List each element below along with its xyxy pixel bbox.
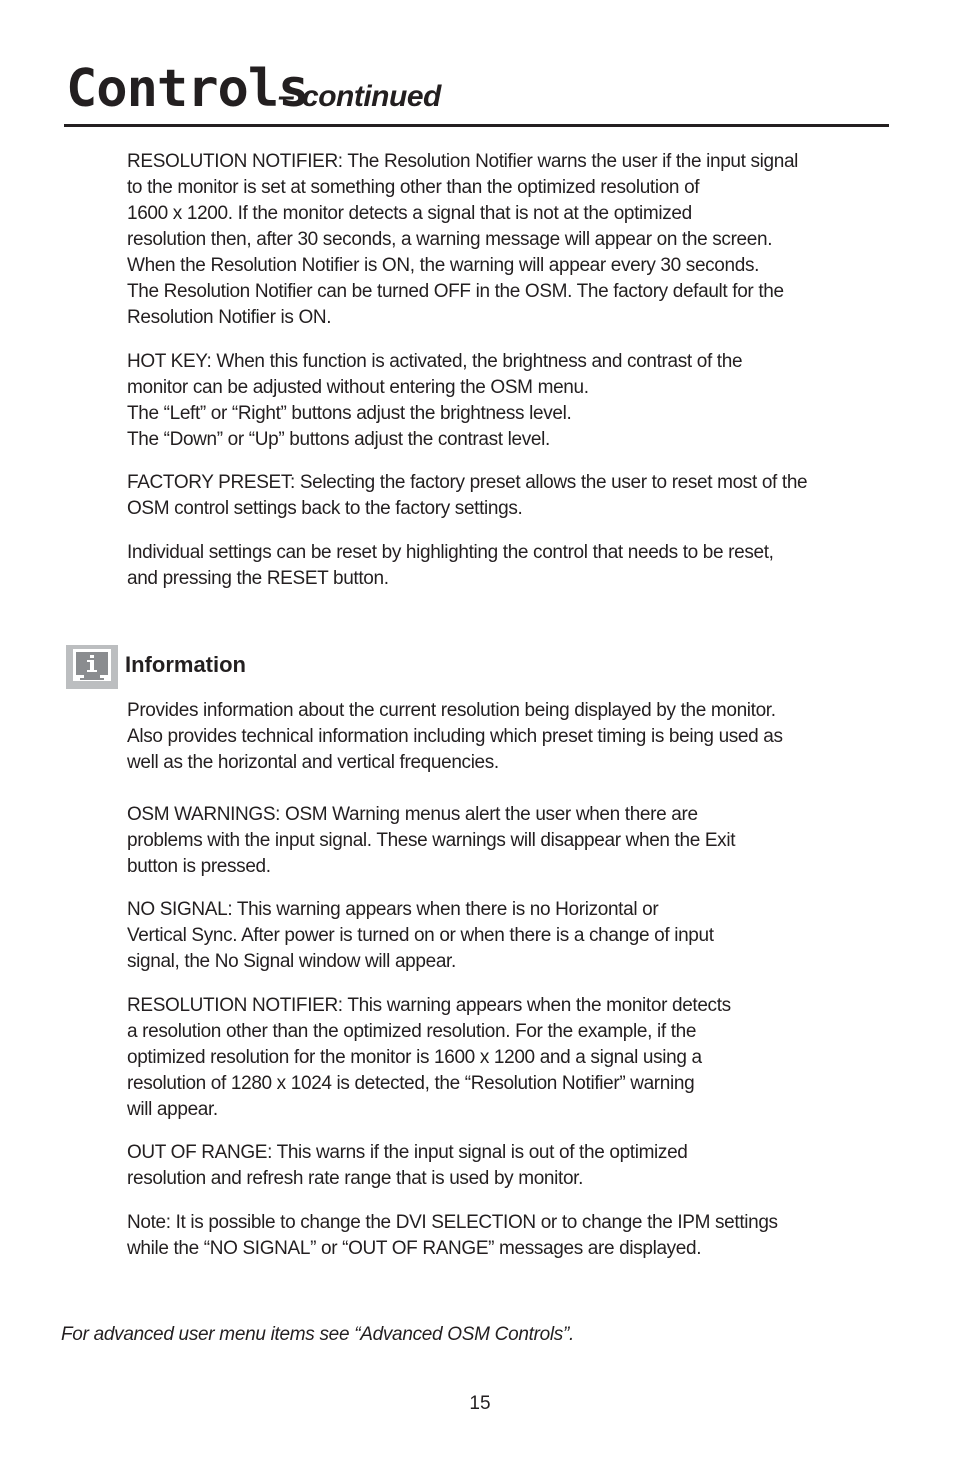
resolution-notifier-paragraph: RESOLUTION NOTIFIER: The Resolution Notifier warns the user if the input signal to the monitor is set at something other than the optimized resolution of 1600 x 1200. If the monitor detects a signal that is not at the optimized resolution then, after 30 seconds, a warning message will appear on the screen. When the Resolution Notifier is ON, the warning will appear every 30 seconds. The Resolution Notifier can be turned OFF in the OSM. The factory default for the Resolution Notifier is ON. (127, 151, 799, 328)
page-title: Controls (66, 59, 309, 119)
note-paragraph: Note: It is possible to change the DVI SELECTION or to change the IPM settings while the “NO SIGNAL” or “OUT OF RANGE” messages are displayed. (127, 1212, 778, 1259)
advanced-controls-footnote: For advanced user menu items see “Advanced OSM Controls”. (61, 1324, 575, 1345)
page-subtitle: – continued (278, 80, 441, 113)
osm-warnings-paragraph: OSM WARNINGS: OSM Warning menus alert the user when there are problems with the input signal. These warnings will disappear when the Exit button is pressed. (127, 804, 736, 877)
page-number: 15 (469, 1393, 491, 1414)
information-description-paragraph: Provides information about the current resolution being displayed by the monitor. Also provides technical information including which preset timing is being used as well as the horizontal and vertical frequencies. (127, 700, 783, 773)
page-header (64, 58, 889, 127)
monitor-info-icon (66, 645, 118, 689)
out-of-range-paragraph: OUT OF RANGE: This warns if the input signal is out of the optimized resolution and refresh rate range that is used by monitor. (127, 1142, 688, 1189)
individual-reset-paragraph: Individual settings can be reset by highlighting the control that needs to be reset, and pressing the RESET button. (127, 542, 774, 589)
resolution-notifier-warning-paragraph: RESOLUTION NOTIFIER: This warning appears when the monitor detects a resolution other than the optimized resolution. For the example, if the optimized resolution for the monitor is 1600 x 1200 and a signal using a resolution of 1280 x 1024 is detected, the “Resolution Notifier” warning will appear. (127, 995, 731, 1120)
factory-preset-paragraph: FACTORY PRESET: Selecting the factory preset allows the user to reset most of the OSM control settings back to the factory settings. (127, 472, 808, 519)
information-heading: Information (125, 652, 246, 677)
hot-key-paragraph: HOT KEY: When this function is activated, the brightness and contrast of the monitor can be adjusted without entering the OSM menu. The “Left” or “Right” buttons adjust the brightness level. The “Down” or “Up” buttons adjust the contrast level. (127, 351, 743, 450)
no-signal-paragraph: NO SIGNAL: This warning appears when there is no Horizontal or Vertical Sync. After power is turned on or when there is a change of input signal, the No Signal window will appear. (127, 899, 714, 972)
